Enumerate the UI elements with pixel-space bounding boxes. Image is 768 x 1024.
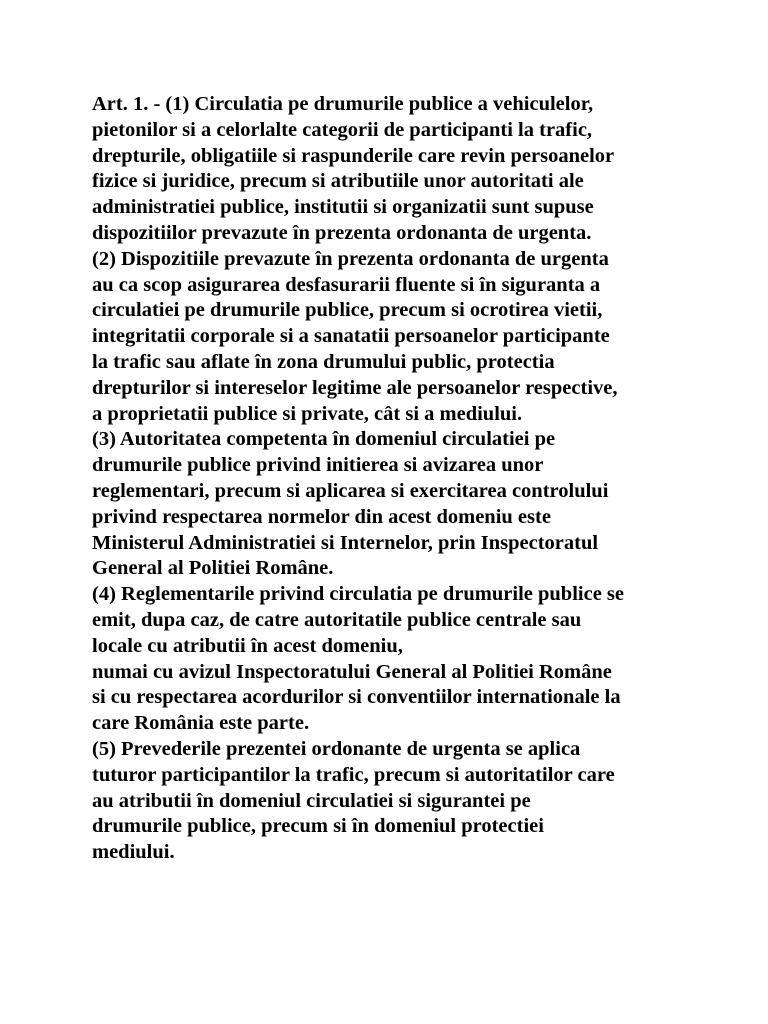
text-line: care România este parte.	[92, 712, 310, 735]
text-line: (5) Prevederile prezentei ordonante de urgenta se aplica	[92, 737, 581, 760]
text-line: (4) Reglementarile privind circulatia pe drumurile publice se	[92, 583, 624, 606]
text-line: la trafic sau aflate în zona drumului public, protectia	[92, 350, 555, 373]
text-line: privind respectarea normelor din acest domeniu este	[92, 505, 551, 528]
text-line: fizice si juridice, precum si atributiile unor autoritati ale	[92, 170, 584, 193]
text-line: pietonilor si a celorlalte categorii de participanti la trafic,	[92, 118, 593, 141]
text-line: administratiei publice, institutii si organizatii sunt supuse	[92, 196, 594, 219]
text-line: integritatii corporale si a sanatatii persoanelor participante	[92, 325, 610, 348]
text-line: dispozitiilor prevazute în prezenta ordonanta de urgenta.	[92, 221, 592, 244]
text-line: au ca scop asigurarea desfasurarii fluente si în siguranta a	[92, 273, 601, 296]
text-line: si cu respectarea acordurilor si conventiilor internationale la	[92, 686, 621, 709]
document-body	[92, 92, 712, 866]
text-line: au atributii în domeniul circulatiei si sigurantei pe	[92, 789, 531, 812]
text-line: drepturilor si intereselor legitime ale persoanelor respective,	[92, 376, 618, 399]
text-line: mediului.	[92, 841, 175, 864]
text-line: a proprietatii publice si private, cât si a mediului.	[92, 402, 523, 425]
text-line: drumurile publice privind initierea si avizarea unor	[92, 454, 544, 477]
text-line: tuturor participantilor la trafic, precum si autoritatilor care	[92, 763, 615, 786]
text-line: Ministerul Administratiei si Internelor, prin Inspectoratul	[92, 531, 599, 554]
text-line: drumurile publice, precum si în domeniul protectiei	[92, 815, 544, 838]
text-line: emit, dupa caz, de catre autoritatile publice centrale sau	[92, 608, 582, 631]
text-line: (2) Dispozitiile prevazute în prezenta ordonanta de urgenta	[92, 247, 609, 270]
text-line: General al Politiei Române.	[92, 557, 334, 580]
text-line: locale cu atributii în acest domeniu,	[92, 634, 403, 657]
text-line: drepturile, obligatiile si raspunderile care revin persoanelor	[92, 144, 615, 167]
text-line: circulatiei pe drumurile publice, precum si ocrotirea vietii,	[92, 299, 603, 322]
text-line: reglementari, precum si aplicarea si exercitarea controlului	[92, 479, 609, 502]
text-line: Art. 1. - (1) Circulatia pe drumurile publice a vehiculelor,	[92, 93, 594, 115]
text-line: (3) Autoritatea competenta în domeniul circulatiei pe	[92, 428, 556, 451]
text-line: numai cu avizul Inspectoratului General al Politiei Române	[92, 660, 612, 683]
